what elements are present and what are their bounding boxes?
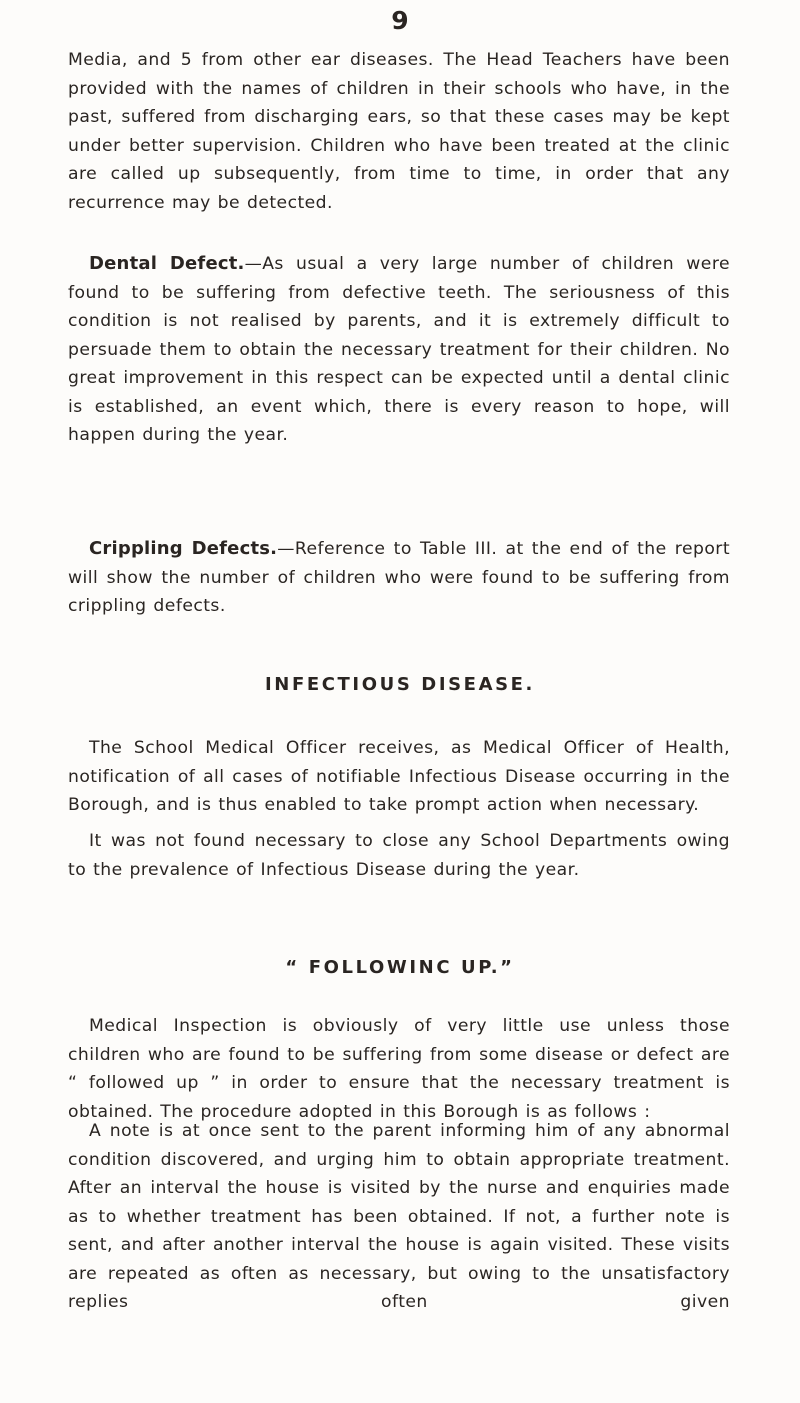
dental-defect-block — [68, 250, 730, 450]
paragraph-crippling-defects — [68, 535, 730, 621]
ear-disease-paragraph-block — [68, 46, 730, 217]
infectious-disease-heading: INFECTIOUS DISEASE. — [264, 674, 535, 695]
crippling-defects-heading: Crippling Defects. — [89, 538, 278, 559]
following-up-procedure-block — [68, 1117, 730, 1317]
paragraph-ear-diseases: Media, and 5 from other ear diseases. The Head Teachers have been provided with the names of children in their schools who have, in the past, suffered from discharging ears, so that these cases may be kept under better supervision. Children who have been treated at the clinic are called up subsequently, from time to time, in order that any recurrence may be detected. — [68, 50, 730, 213]
paragraph-school-closure: It was not found necessary to close any School Departments owing to the prevalence of Infectious Disease during the year. — [68, 831, 730, 880]
page-number: 9 — [391, 6, 409, 35]
school-closure-block — [68, 827, 730, 884]
paragraph-dental-defect — [68, 250, 730, 450]
paragraph-following-up-procedure: A note is at once sent to the parent informing him of any abnormal condition discovered, and urging him to obtain appropriate treatment. After an interval the house is visited by the nurse and enquiries made as to whether treatment has been obtained. If not, a further note is sent, and after another interval the house is again visited. These visits are repeated as often as necessary, but owing to the unsatisfactory replies often given — [68, 1121, 730, 1312]
crippling-defects-text: —Reference to Table III. at the end of the report will show the number of children who were found to be suffering from crippling defects. — [68, 539, 731, 616]
following-up-intro-block — [68, 1012, 730, 1126]
dental-defect-heading: Dental Defect. — [89, 253, 245, 274]
infectious-notification-block — [68, 734, 730, 820]
following-up-heading: “ FOLLOWINC UP.” — [285, 957, 515, 978]
paragraph-infectious-notification: The School Medical Officer receives, as Medical Officer of Health, notification of all cases of notifiable Infectious Disease occurring in the Borough, and is thus enabled to take prompt action when necessary. — [68, 738, 730, 815]
dental-defect-text: —As usual a very large number of children were found to be suffering from defective teeth. The seriousness of this condition is not realised by parents, and it is extremely difficult to persuade them to obtain the necessary treatment for their children. No great improvement in this respect can be expected until a dental clinic is established, an event which, there is every reason to hope, will happen during the year. — [68, 254, 730, 445]
paragraph-following-up-intro: Medical Inspection is obviously of very little use unless those children who are found to be suffering from some disease or defect are “ followed up ” in order to ensure that the necessary treatment is obtained. The procedure adopted in this Borough is as follows : — [68, 1016, 730, 1122]
crippling-defects-block — [68, 535, 730, 621]
